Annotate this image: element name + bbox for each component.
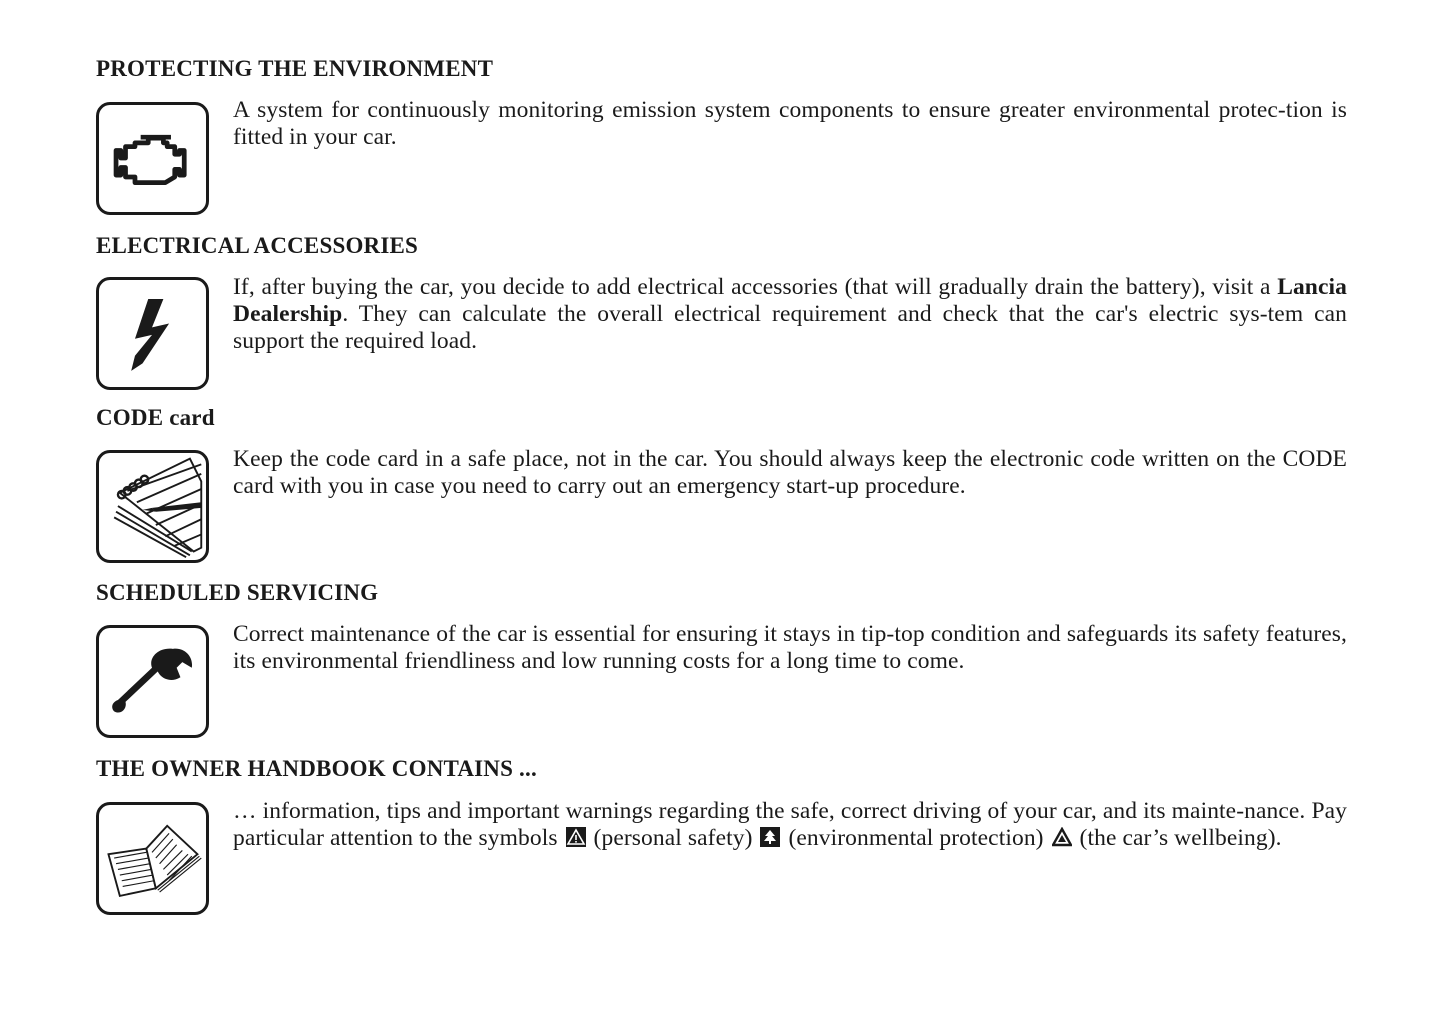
open-book-icon <box>99 805 206 912</box>
electrical-text-part-2: . They can calculate the overall electrical requirement and check that the car's electric sys-tem can support the required load. <box>233 301 1347 354</box>
section-heading-electrical: ELECTRICAL ACCESSORIES <box>96 233 419 258</box>
handbook-text-part-1: … information, tips and important warnings regarding the safe, correct driving of your car, and its mainte-nance. Pay particular attention to the symbols <box>233 798 1347 851</box>
section-text-code-card: Keep the code card in a safe place, not in the car. You should always keep the electronic code written on the CODE card with you in case you need to carry out an emergency start-up procedure. <box>233 446 1347 499</box>
engine-icon <box>99 105 206 212</box>
electrical-text-part-1: If, after buying the car, you decide to add electrical accessories (that will gradually drain the battery), visit a <box>233 274 1278 300</box>
section-heading-environment: PROTECTING THE ENVIRONMENT <box>96 56 494 81</box>
handbook-text-part-3: (environmental protection) <box>782 825 1050 851</box>
lightning-icon-box <box>96 277 209 390</box>
section-heading-code-card: CODE card <box>96 405 215 430</box>
wrench-icon <box>99 628 206 735</box>
wrench-icon-box <box>96 625 209 738</box>
section-text-servicing: Correct maintenance of the car is essential for ensuring it stays in tip-top condition and safeguards its safety features, its environmental friendliness and low running costs for a long time to come. <box>233 621 1347 674</box>
book-icon-box <box>96 802 209 915</box>
section-heading-servicing: SCHEDULED SERVICING <box>96 580 379 605</box>
car-wellbeing-warning-icon <box>1052 827 1072 847</box>
section-heading-handbook: THE OWNER HANDBOOK CONTAINS ... <box>96 756 537 781</box>
dealership-bold-text: Lancia Dealership <box>233 274 1347 327</box>
section-text-electrical <box>233 274 1347 355</box>
engine-icon-box <box>96 102 209 215</box>
handbook-text-part-4: (the car’s wellbeing). <box>1073 825 1282 851</box>
section-text-handbook <box>233 798 1347 852</box>
environmental-protection-icon <box>760 827 780 847</box>
notepad-icon-box <box>96 450 209 563</box>
section-text-environment: A system for continuously monitoring emission system components to ensure greater environmental protec-tion is fitted in your car. <box>233 97 1347 150</box>
handbook-text-part-2: (personal safety) <box>587 825 759 851</box>
lightning-bolt-icon <box>99 280 206 387</box>
personal-safety-warning-icon <box>566 827 586 847</box>
notepad-pencil-icon <box>99 453 206 560</box>
